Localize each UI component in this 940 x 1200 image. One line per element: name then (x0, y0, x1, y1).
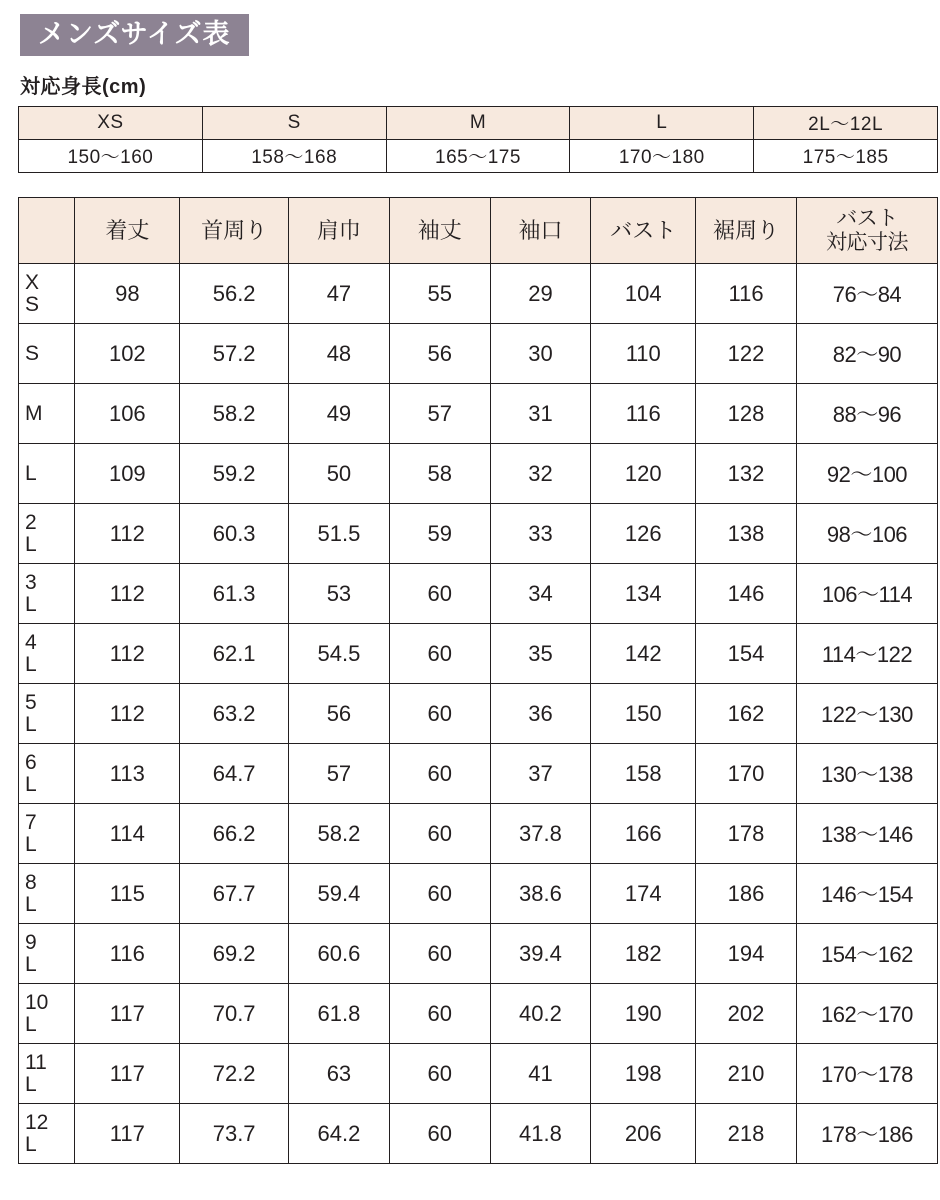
row-size-label-line: L (25, 712, 37, 736)
row-size-label-line: 10 (25, 991, 49, 1015)
table-row (19, 624, 938, 684)
height-table-header-row (19, 107, 938, 140)
row-size-label-line: L (25, 892, 37, 916)
cell-shoulder: 60.6 (289, 924, 390, 984)
cell-neck: 64.7 (180, 744, 289, 804)
cell-length: 106 (75, 384, 180, 444)
row-size-label-line: 6 (25, 751, 37, 775)
height-range-s: 158〜168 (202, 140, 386, 173)
cell-neck: 66.2 (180, 804, 289, 864)
row-size-label-line: M (25, 401, 43, 425)
measurement-section (18, 197, 930, 1164)
cell-bust: 182 (591, 924, 696, 984)
cell-neck: 58.2 (180, 384, 289, 444)
cell-cuff: 41.8 (490, 1104, 591, 1164)
row-size-label-line: L (25, 1072, 37, 1096)
height-size-xs: XS (19, 107, 203, 140)
cell-bust-fit: 162〜170 (796, 984, 937, 1044)
cell-length: 117 (75, 1044, 180, 1104)
cell-shoulder: 61.8 (289, 984, 390, 1044)
cell-length: 117 (75, 984, 180, 1044)
column-header-shoulder: 肩巾 (289, 198, 390, 264)
row-size-label (19, 924, 75, 984)
column-header-bust-fit-line2: 対応寸法 (825, 230, 908, 254)
row-size-label (19, 1044, 75, 1104)
cell-sleeve-length: 60 (389, 984, 490, 1044)
cell-bust: 174 (591, 864, 696, 924)
cell-bust-fit: 76〜84 (796, 264, 937, 324)
height-range-2l-12l: 175〜185 (754, 140, 938, 173)
row-size-label-line: 12 (25, 1111, 49, 1135)
row-size-label (19, 984, 75, 1044)
row-size-label-line: 2 (25, 511, 37, 535)
cell-shoulder: 59.4 (289, 864, 390, 924)
table-row (19, 924, 938, 984)
cell-sleeve-length: 60 (389, 864, 490, 924)
row-size-label-line: 3 (25, 571, 37, 595)
cell-cuff: 37 (490, 744, 591, 804)
cell-cuff: 41 (490, 1044, 591, 1104)
cell-shoulder: 54.5 (289, 624, 390, 684)
cell-neck: 56.2 (180, 264, 289, 324)
table-row (19, 804, 938, 864)
cell-sleeve-length: 60 (389, 744, 490, 804)
cell-bust: 206 (591, 1104, 696, 1164)
cell-sleeve-length: 60 (389, 1044, 490, 1104)
table-row (19, 264, 938, 324)
row-size-label (19, 624, 75, 684)
cell-length: 112 (75, 564, 180, 624)
cell-length: 114 (75, 804, 180, 864)
cell-bust: 110 (591, 324, 696, 384)
row-size-label-line: 4 (25, 631, 37, 655)
cell-sleeve-length: 60 (389, 624, 490, 684)
cell-sleeve-length: 58 (389, 444, 490, 504)
cell-bust-fit: 82〜90 (796, 324, 937, 384)
measurement-table (18, 197, 938, 1164)
row-size-label-line: 5 (25, 691, 37, 715)
cell-bust: 142 (591, 624, 696, 684)
cell-bust-fit: 170〜178 (796, 1044, 937, 1104)
cell-length: 112 (75, 624, 180, 684)
cell-shoulder: 56 (289, 684, 390, 744)
cell-cuff: 33 (490, 504, 591, 564)
height-range-xs: 150〜160 (19, 140, 203, 173)
cell-hem: 210 (696, 1044, 797, 1104)
cell-shoulder: 48 (289, 324, 390, 384)
row-size-label (19, 1104, 75, 1164)
cell-shoulder: 49 (289, 384, 390, 444)
cell-hem: 116 (696, 264, 797, 324)
row-size-label-line: L (25, 461, 37, 485)
cell-bust: 116 (591, 384, 696, 444)
column-header-cuff: 袖口 (490, 198, 591, 264)
cell-hem: 146 (696, 564, 797, 624)
cell-bust-fit: 178〜186 (796, 1104, 937, 1164)
row-size-label-line: L (25, 832, 37, 856)
cell-bust-fit: 130〜138 (796, 744, 937, 804)
cell-hem: 128 (696, 384, 797, 444)
row-size-label-line: 7 (25, 811, 37, 835)
cell-length: 109 (75, 444, 180, 504)
cell-hem: 132 (696, 444, 797, 504)
cell-bust: 134 (591, 564, 696, 624)
cell-length: 116 (75, 924, 180, 984)
cell-bust: 150 (591, 684, 696, 744)
row-size-label (19, 264, 75, 324)
cell-bust: 104 (591, 264, 696, 324)
cell-sleeve-length: 55 (389, 264, 490, 324)
column-header-sleeve-length: 袖丈 (389, 198, 490, 264)
cell-sleeve-length: 60 (389, 1104, 490, 1164)
row-size-label (19, 864, 75, 924)
cell-hem: 178 (696, 804, 797, 864)
cell-length: 113 (75, 744, 180, 804)
cell-cuff: 37.8 (490, 804, 591, 864)
cell-hem: 186 (696, 864, 797, 924)
cell-cuff: 35 (490, 624, 591, 684)
cell-shoulder: 57 (289, 744, 390, 804)
row-size-label-line: L (25, 592, 37, 616)
cell-cuff: 38.6 (490, 864, 591, 924)
cell-hem: 162 (696, 684, 797, 744)
cell-sleeve-length: 60 (389, 564, 490, 624)
cell-shoulder: 50 (289, 444, 390, 504)
column-header-length: 着丈 (75, 198, 180, 264)
table-row (19, 1104, 938, 1164)
cell-cuff: 32 (490, 444, 591, 504)
cell-hem: 154 (696, 624, 797, 684)
cell-neck: 72.2 (180, 1044, 289, 1104)
cell-hem: 122 (696, 324, 797, 384)
cell-bust: 126 (591, 504, 696, 564)
cell-cuff: 39.4 (490, 924, 591, 984)
cell-bust-fit: 92〜100 (796, 444, 937, 504)
height-table-value-row (19, 140, 938, 173)
row-size-label (19, 384, 75, 444)
cell-neck: 59.2 (180, 444, 289, 504)
cell-hem: 138 (696, 504, 797, 564)
cell-hem: 202 (696, 984, 797, 1044)
cell-sleeve-length: 60 (389, 804, 490, 864)
cell-shoulder: 53 (289, 564, 390, 624)
cell-sleeve-length: 56 (389, 324, 490, 384)
cell-bust: 120 (591, 444, 696, 504)
cell-bust: 190 (591, 984, 696, 1044)
cell-neck: 60.3 (180, 504, 289, 564)
cell-shoulder: 51.5 (289, 504, 390, 564)
table-row (19, 864, 938, 924)
row-size-label-line: 9 (25, 931, 37, 955)
cell-neck: 62.1 (180, 624, 289, 684)
height-range-m: 165〜175 (386, 140, 570, 173)
table-row (19, 444, 938, 504)
cell-bust: 198 (591, 1044, 696, 1104)
cell-bust: 158 (591, 744, 696, 804)
height-size-l: L (570, 107, 754, 140)
cell-cuff: 34 (490, 564, 591, 624)
cell-shoulder: 58.2 (289, 804, 390, 864)
height-size-2l-12l: 2L〜12L (754, 107, 938, 140)
row-size-label-line: L (25, 652, 37, 676)
cell-length: 117 (75, 1104, 180, 1164)
cell-neck: 67.7 (180, 864, 289, 924)
table-row (19, 504, 938, 564)
cell-length: 115 (75, 864, 180, 924)
column-header-bust-fit-line1: バスト (836, 206, 898, 230)
cell-length: 112 (75, 504, 180, 564)
row-size-label (19, 444, 75, 504)
cell-neck: 57.2 (180, 324, 289, 384)
cell-sleeve-length: 60 (389, 684, 490, 744)
row-size-label-line: L (25, 952, 37, 976)
column-header-bust-fit (796, 198, 937, 264)
page-title: メンズサイズ表 (20, 14, 249, 56)
row-size-label-line: S (25, 341, 40, 365)
cell-bust-fit: 88〜96 (796, 384, 937, 444)
cell-cuff: 36 (490, 684, 591, 744)
cell-bust-fit: 138〜146 (796, 804, 937, 864)
cell-shoulder: 63 (289, 1044, 390, 1104)
cell-cuff: 40.2 (490, 984, 591, 1044)
cell-neck: 73.7 (180, 1104, 289, 1164)
cell-bust: 166 (591, 804, 696, 864)
table-row (19, 984, 938, 1044)
column-header-hem: 裾周り (696, 198, 797, 264)
row-size-label (19, 324, 75, 384)
cell-shoulder: 64.2 (289, 1104, 390, 1164)
cell-neck: 63.2 (180, 684, 289, 744)
row-size-label-line: L (25, 532, 37, 556)
height-range-l: 170〜180 (570, 140, 754, 173)
cell-cuff: 31 (490, 384, 591, 444)
cell-sleeve-length: 59 (389, 504, 490, 564)
row-size-label (19, 744, 75, 804)
cell-sleeve-length: 57 (389, 384, 490, 444)
row-size-label-line: X (25, 271, 40, 295)
height-size-s: S (202, 107, 386, 140)
cell-length: 102 (75, 324, 180, 384)
row-size-label-line: L (25, 1012, 37, 1036)
cell-sleeve-length: 60 (389, 924, 490, 984)
column-header-bust: バスト (591, 198, 696, 264)
height-table (18, 106, 938, 173)
measurement-corner-cell (19, 198, 75, 264)
cell-hem: 170 (696, 744, 797, 804)
row-size-label-line: S (25, 292, 40, 316)
column-header-neck: 首周り (180, 198, 289, 264)
cell-bust-fit: 114〜122 (796, 624, 937, 684)
row-size-label-line: L (25, 1132, 37, 1156)
row-size-label (19, 684, 75, 744)
cell-length: 98 (75, 264, 180, 324)
row-size-label-line: L (25, 772, 37, 796)
table-row (19, 384, 938, 444)
cell-neck: 61.3 (180, 564, 289, 624)
measurement-table-header-row (19, 198, 938, 264)
cell-bust-fit: 122〜130 (796, 684, 937, 744)
cell-hem: 218 (696, 1104, 797, 1164)
row-size-label (19, 564, 75, 624)
cell-hem: 194 (696, 924, 797, 984)
row-size-label-line: 11 (25, 1051, 47, 1075)
table-row (19, 684, 938, 744)
table-row (19, 564, 938, 624)
height-size-m: M (386, 107, 570, 140)
row-size-label-line: 8 (25, 871, 37, 895)
table-row (19, 324, 938, 384)
row-size-label (19, 504, 75, 564)
cell-bust-fit: 146〜154 (796, 864, 937, 924)
table-row (19, 744, 938, 804)
cell-cuff: 29 (490, 264, 591, 324)
height-section-heading: 対応身長(cm) (20, 76, 147, 98)
cell-bust-fit: 106〜114 (796, 564, 937, 624)
cell-bust-fit: 154〜162 (796, 924, 937, 984)
row-size-label (19, 804, 75, 864)
table-row (19, 1044, 938, 1104)
cell-cuff: 30 (490, 324, 591, 384)
cell-length: 112 (75, 684, 180, 744)
cell-bust-fit: 98〜106 (796, 504, 937, 564)
measurement-table-body (19, 264, 938, 1164)
cell-neck: 69.2 (180, 924, 289, 984)
cell-shoulder: 47 (289, 264, 390, 324)
cell-neck: 70.7 (180, 984, 289, 1044)
